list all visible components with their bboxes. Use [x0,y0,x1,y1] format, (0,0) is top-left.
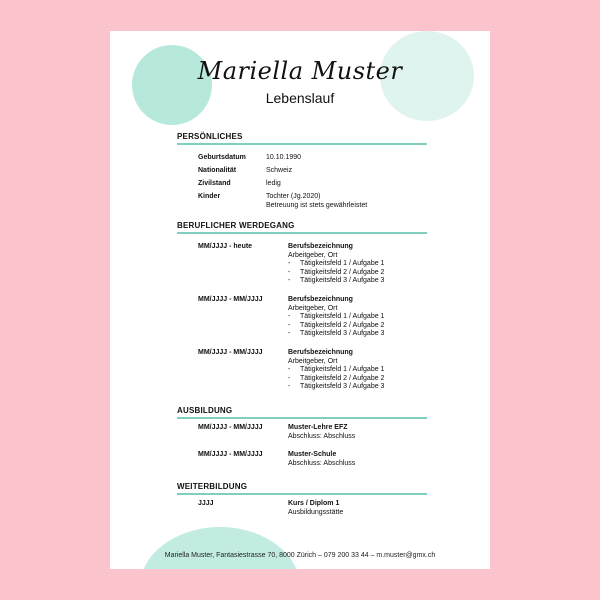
education-title: Muster-Lehre EFZ [288,424,348,431]
task-item: - Tätigkeitsfeld 2 / Aufgabe 2 [288,322,384,331]
education-period: MM/JJJJ - MM/JJJJ [198,424,263,431]
footer-contact: Mariella Muster, Fantasiestrasse 70, 8000 Zürich – 079 200 33 44 – m.muster@gmx.ch [164,552,436,559]
employer: Arbeitgeber, Ort [288,251,338,259]
task-item: - Tätigkeitsfeld 1 / Aufgabe 1 [288,313,384,322]
document-title: Lebenslauf [265,90,335,106]
section-heading-education: AUSBILDUNG [177,406,427,419]
career-period: MM/JJJJ - MM/JJJJ [198,349,263,356]
section-heading-career: BERUFLICHER WERDEGANG [177,221,427,234]
career-period: MM/JJJJ - heute [198,243,253,250]
personal-label: Zivilstand [198,180,231,187]
decor-circle-bottom [140,527,300,569]
task-item: - Tätigkeitsfeld 2 / Aufgabe 2 [288,269,384,278]
career-entry [288,349,384,392]
education-entry [288,424,355,441]
personal-label: Nationalität [198,167,237,174]
education-detail: Abschluss: Abschluss [288,432,356,440]
section-heading-training: WEITERBILDUNG [177,482,427,495]
personal-value [266,193,367,210]
task-item: - Tätigkeitsfeld 3 / Aufgabe 3 [288,383,384,392]
training-entry [288,500,343,517]
training-period: JJJJ [198,500,214,507]
education-period: MM/JJJJ - MM/JJJJ [198,451,263,458]
personal-label: Kinder [198,193,221,200]
career-entry [288,243,384,286]
task-item: - Tätigkeitsfeld 1 / Aufgabe 1 [288,260,384,269]
training-detail: Ausbildungsstätte [288,508,344,516]
career-entry [288,296,384,339]
employer: Arbeitgeber, Ort [288,304,338,312]
job-title: Berufsbezeichnung [288,349,353,356]
personal-value: Schweiz [266,167,293,174]
task-item: - Tätigkeitsfeld 3 / Aufgabe 3 [288,277,384,286]
training-title: Kurs / Diplom 1 [288,500,340,507]
personal-label: Geburtsdatum [198,154,246,161]
task-item: - Tätigkeitsfeld 2 / Aufgabe 2 [288,375,384,384]
cv-page [110,31,490,569]
section-heading-personal: PERSÖNLICHES [177,132,427,145]
education-detail: Abschluss: Abschluss [288,459,356,467]
children-note: Betreuung ist stets gewährleistet [266,201,368,209]
education-entry [288,451,355,468]
personal-value: 10.10.1990 [266,154,302,161]
job-title: Berufsbezeichnung [288,296,353,303]
task-item: - Tätigkeitsfeld 1 / Aufgabe 1 [288,366,384,375]
education-title: Muster-Schule [288,451,337,458]
employer: Arbeitgeber, Ort [288,357,338,365]
career-period: MM/JJJJ - MM/JJJJ [198,296,263,303]
job-title: Berufsbezeichnung [288,243,353,250]
task-item: - Tätigkeitsfeld 3 / Aufgabe 3 [288,330,384,339]
person-name: Mariella Muster [197,57,403,85]
children-value: Tochter (Jg.2020) [266,193,321,200]
personal-value: ledig [266,180,281,187]
